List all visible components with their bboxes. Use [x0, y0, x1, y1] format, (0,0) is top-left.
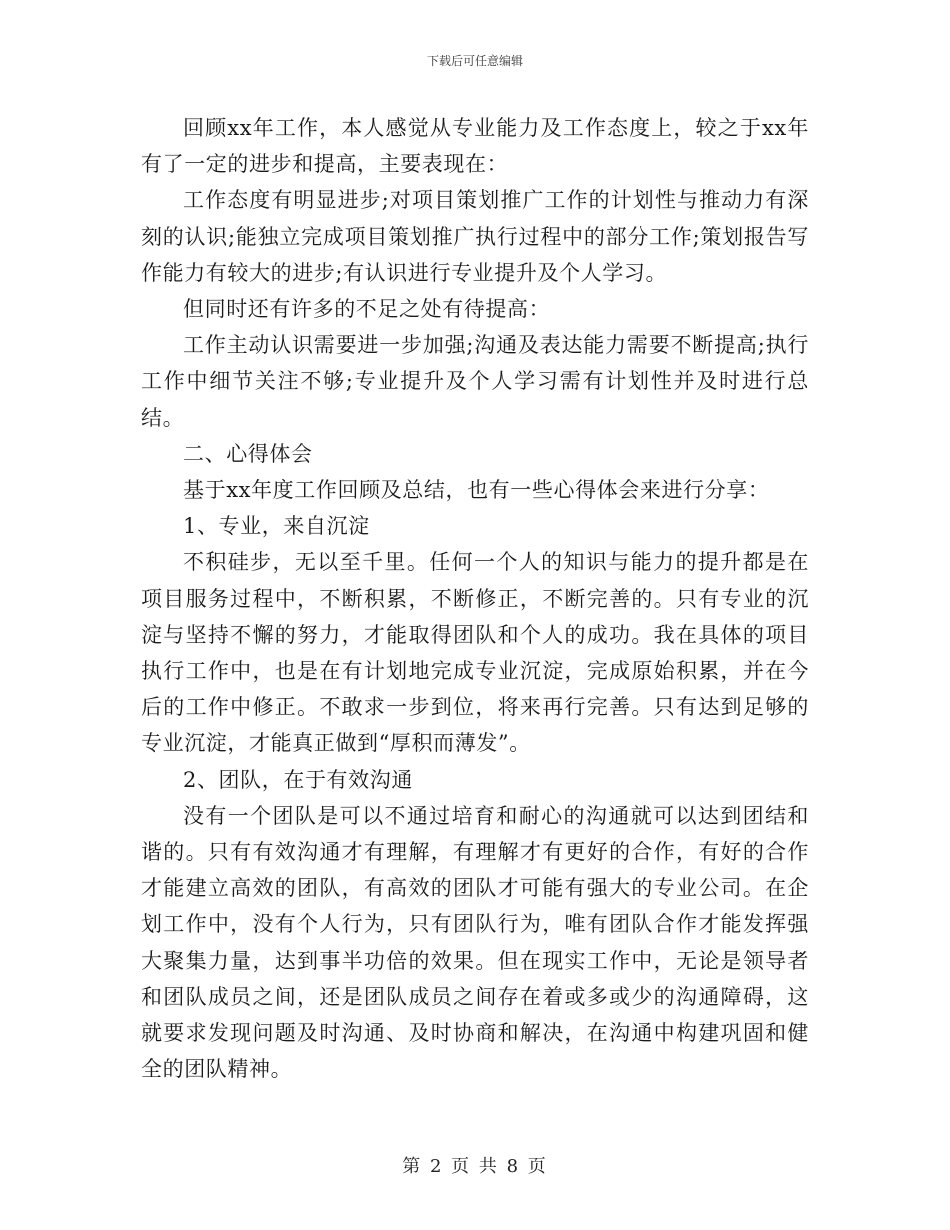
paragraph-review-intro: 回顾xx年工作，本人感觉从专业能力及工作态度上，较之于xx年有了一定的进步和提高，主要表现在： — [141, 116, 809, 177]
paragraph-professional: 不积硅步，无以至千里。任何一个人的知识与能力的提升都是在项目服务过程中，不断积累，不断修正，不断完善的。只有专业的沉淀与坚持不懈的努力，才能取得团队和个人的成功。我在具体的项目执行工作中，也是在有计划地完成专业沉淀，完成原始积累，并在今后的工作中修正。不敢求一步到位，将来再行完善。只有达到足够的专业沉淀，才能真正做到“厚积而薄发”。 — [141, 550, 809, 756]
subheading-team: 2、团队，在于有效沟通 — [183, 767, 413, 792]
section-heading-experience: 二、心得体会 — [183, 441, 313, 466]
document-body — [141, 110, 809, 1087]
paragraph-attitude-progress: 工作态度有明显进步;对项目策划推广工作的计划性与推动力有深刻的认识;能独立完成项目策划推广执行过程中的部分工作;策划报告写作能力有较大的进步;有认识进行专业提升及个人学习。 — [141, 188, 809, 285]
paragraph-shortcomings-intro: 但同时还有许多的不足之处有待提高： — [183, 297, 551, 322]
paragraph-team: 没有一个团队是可以不通过培育和耐心的沟通就可以达到团结和谐的。只有有效沟通才有理解，有理解才有更好的合作，有好的合作才能建立高效的团队，有高效的团队才可能有强大的专业公司。在企划工作中，没有个人行为，只有团队行为，唯有团队合作才能发挥强大聚集力量，达到事半功倍的效果。但在现实工作中，无论是领导者和团队成员之间，还是团队成员之间存在着或多或少的沟通障碍，这就要求发现问题及时沟通、及时协商和解决，在沟通中构建巩固和健全的团队精神。 — [141, 803, 809, 1082]
page-number-footer: 第 2 页 共 8 页 — [402, 1156, 548, 1177]
subheading-professional: 1、专业，来自沉淀 — [183, 514, 370, 539]
paragraph-shortcomings-list: 工作主动认识需要进一步加强;沟通及表达能力需要不断提高;执行工作中细节关注不够;专业提升及个人学习需有计划性并及时进行总结。 — [141, 333, 809, 430]
paragraph-experience-intro: 基于xx年度工作回顾及总结，也有一些心得体会来进行分享： — [183, 478, 770, 503]
page-header: 下载后可任意编辑 — [426, 54, 523, 68]
